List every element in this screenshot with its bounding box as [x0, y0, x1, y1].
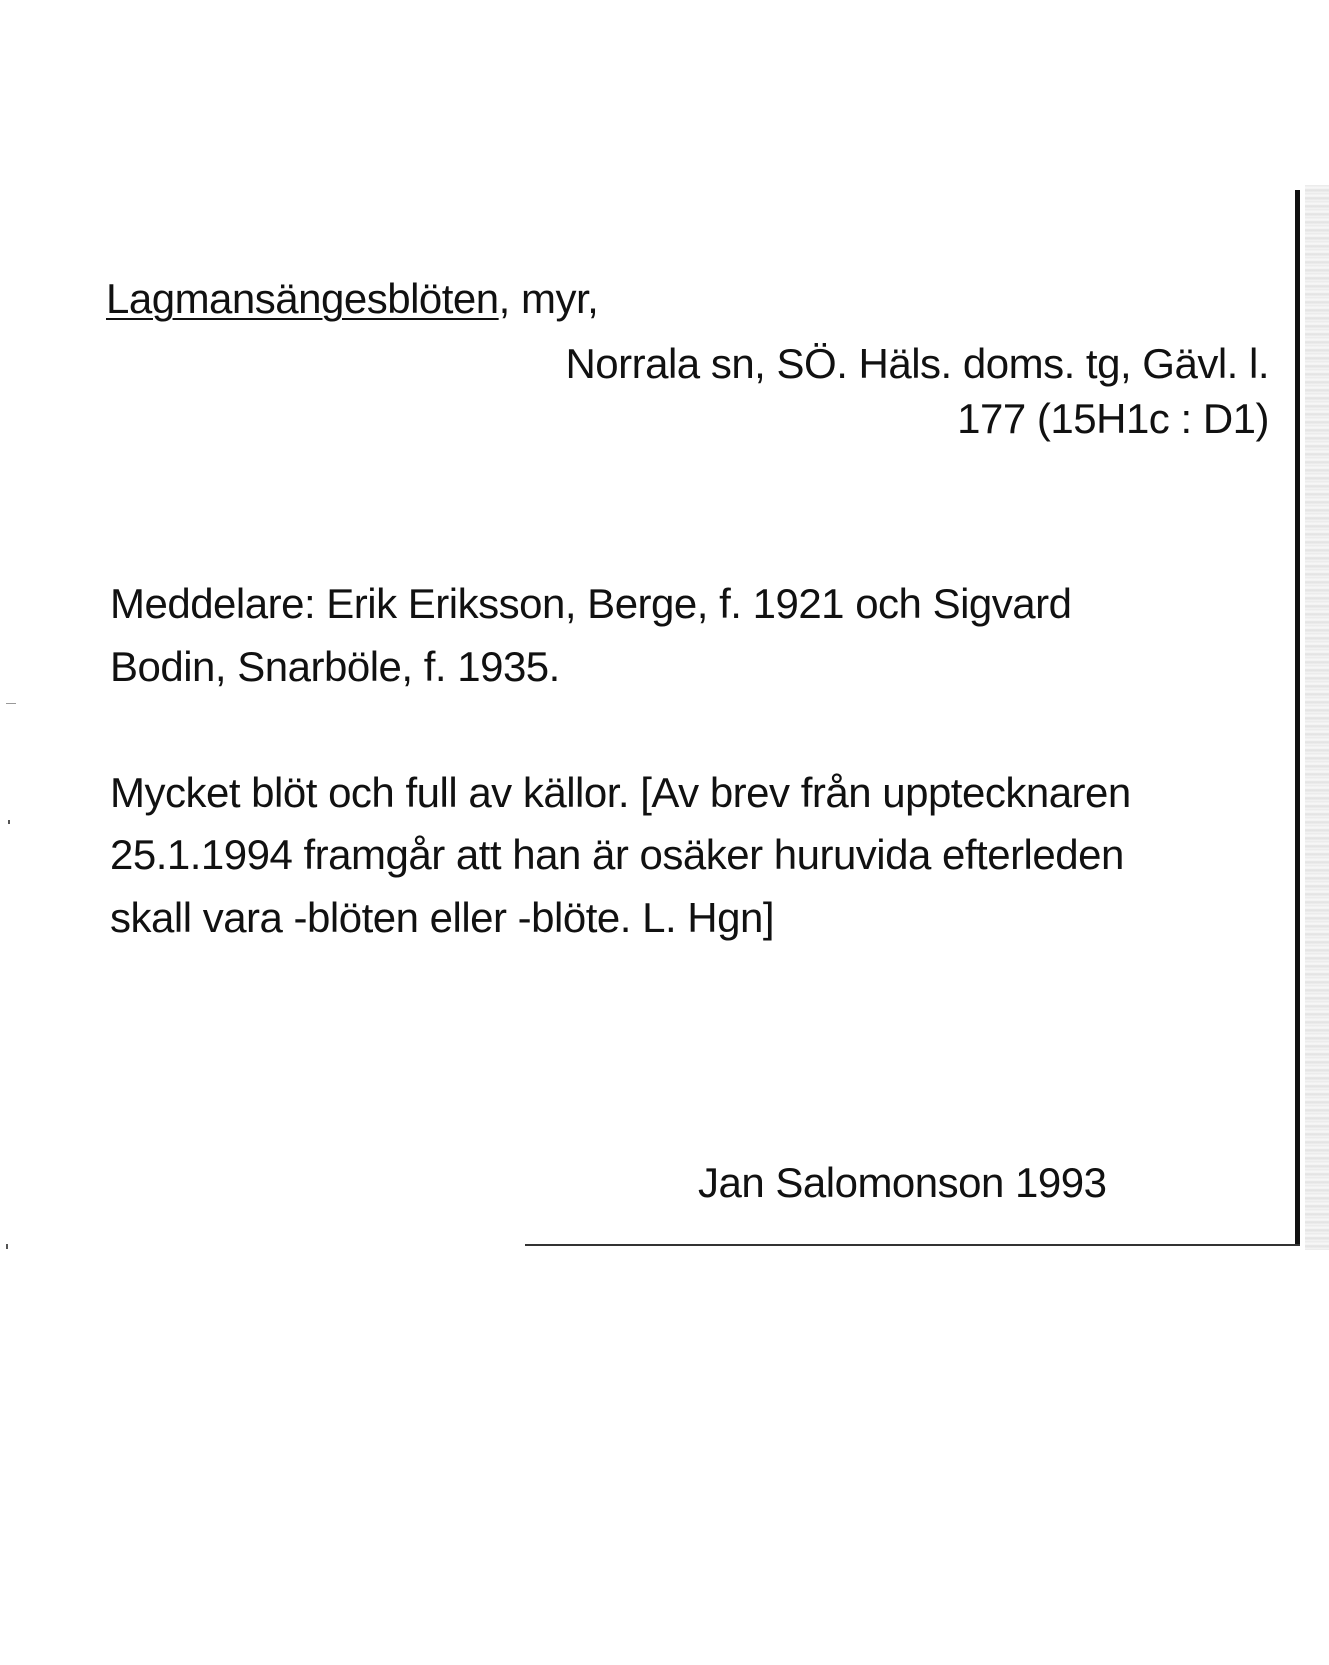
headword-suffix: , myr,: [498, 275, 599, 322]
map-reference: 177 (15H1c : D1): [957, 395, 1269, 442]
card-right-border: [1295, 190, 1300, 1245]
location: Norrala sn, SÖ. Häls. doms. tg, Gävl. l.: [565, 340, 1269, 387]
description-line-2: 25.1.1994 framgår att han är osäker huruvida efterleden: [110, 831, 1124, 878]
scan-edge-shadow: [1305, 185, 1329, 1250]
scan-speck: [6, 1244, 8, 1249]
description-line-1: Mycket blöt och full av källor. [Av brev från upptecknaren: [110, 769, 1131, 816]
description-line-3: skall vara -blöten eller -blöte. L. Hgn]: [110, 894, 774, 941]
scan-speck: [8, 820, 10, 824]
card-bottom-border: [525, 1244, 1300, 1246]
scan-speck: [6, 703, 16, 704]
headword-line: [106, 275, 599, 322]
signature: Jan Salomonson 1993: [698, 1159, 1107, 1206]
informants-line-2: Bodin, Snarböle, f. 1935.: [110, 643, 560, 690]
headword: Lagmansängesblöten: [106, 275, 499, 322]
informants-line-1: Meddelare: Erik Eriksson, Berge, f. 1921 och Sigvard: [110, 580, 1072, 627]
